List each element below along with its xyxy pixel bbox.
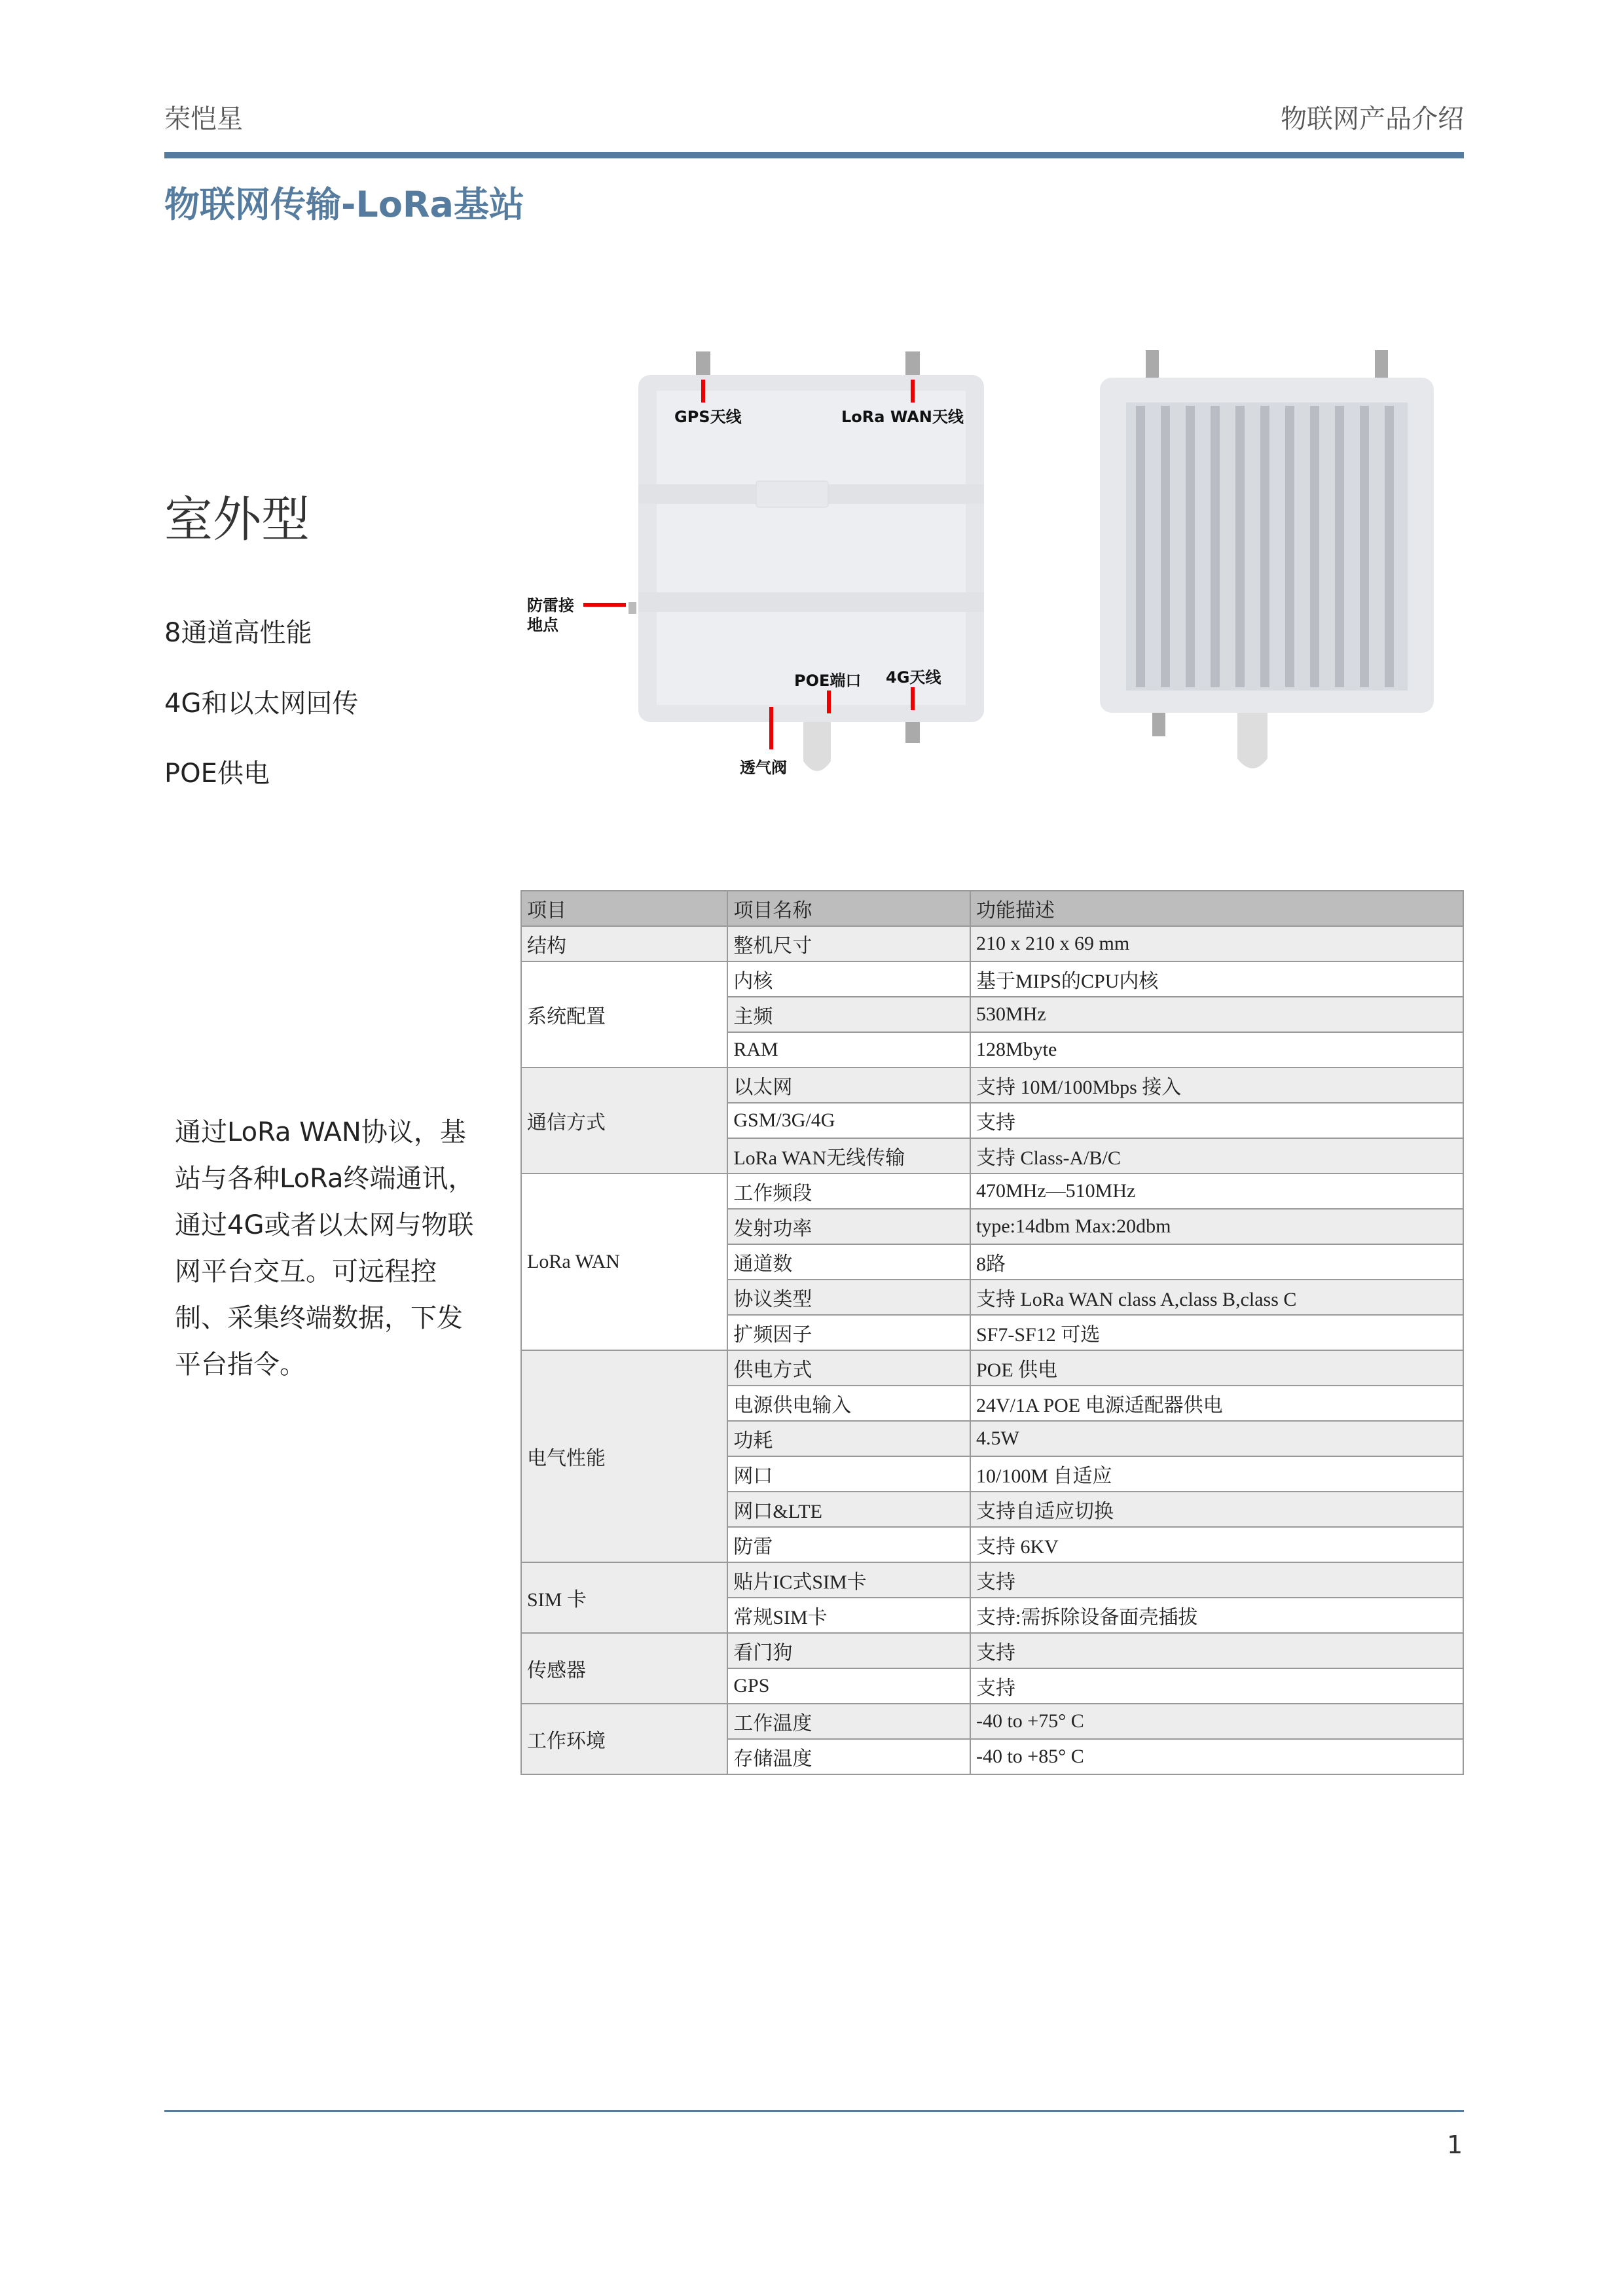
heatsink-fin [1360,406,1369,687]
description-cell: 4.5W [970,1421,1463,1456]
label-4g-antenna: 4G天线 [886,668,941,687]
item-name-cell: GPS [727,1668,970,1704]
header-name: 项目名称 [727,891,970,926]
item-name-cell: 以太网 [727,1067,970,1103]
heatsink-fin [1161,406,1170,687]
description-cell: 支持 [970,1633,1463,1668]
feature-item: POE供电 [164,759,270,789]
item-name-cell: 整机尺寸 [727,926,970,961]
description-cell: 24V/1A POE 电源适配器供电 [970,1386,1463,1421]
item-name-cell: 通道数 [727,1244,970,1280]
description-cell: 支持 [970,1562,1463,1598]
label-vent: 透气阀 [740,759,787,777]
description-cell: 支持 10M/100Mbps 接入 [970,1067,1463,1103]
table-row [521,1562,1463,1598]
description-cell: 10/100M 自适应 [970,1456,1463,1492]
description-cell: SF7-SF12 可选 [970,1315,1463,1350]
item-name-cell: 网口 [727,1456,970,1492]
category-cell: LoRa WAN [521,1174,727,1350]
header-description: 功能描述 [970,891,1463,926]
category-cell: 工作环境 [521,1704,727,1774]
label-gps-antenna: GPS天线 [674,408,742,426]
heatsink-fin [1211,406,1220,687]
item-name-cell: 电源供电输入 [727,1386,970,1421]
page-title: 物联网传输-LoRa基站 [164,184,524,225]
spec-table [520,890,1464,1775]
table-row [521,1704,1463,1739]
description: 通过LoRa WAN协议，基站与各种LoRa终端通讯，通过4G或者以太网与物联网平台交互。可远程控制、采集终端数据，下发平台指令。 [175,1117,475,1380]
category-cell: 结构 [521,926,727,961]
heatsink-fin [1335,406,1344,687]
table-row [521,961,1463,997]
heatsink-fin [1385,406,1394,687]
table-row [521,1350,1463,1386]
item-name-cell: 防雷 [727,1527,970,1562]
device-back-image [1080,344,1460,802]
item-name-cell: 主频 [727,997,970,1032]
table-row [521,1067,1463,1103]
item-name-cell: 贴片IC式SIM卡 [727,1562,970,1598]
description-cell: 210 x 210 x 69 mm [970,926,1463,961]
footer-rule [164,2110,1464,2112]
item-name-cell: GSM/3G/4G [727,1103,970,1138]
header-rule [164,152,1464,158]
feature-item: 4G和以太网回传 [164,689,359,719]
description-cell: POE 供电 [970,1350,1463,1386]
item-name-cell: LoRa WAN无线传输 [727,1138,970,1174]
item-name-cell: 扩频因子 [727,1315,970,1350]
description-cell: -40 to +85° C [970,1739,1463,1774]
heatsink-fin [1186,406,1195,687]
label-ground: 防雷接地点 [527,596,574,634]
feature-item: 8通道高性能 [164,618,312,648]
description-cell: 8路 [970,1244,1463,1280]
description-cell: 支持 Class-A/B/C [970,1138,1463,1174]
item-name-cell: 网口&LTE [727,1492,970,1527]
item-name-cell: 功耗 [727,1421,970,1456]
category-cell: SIM 卡 [521,1562,727,1633]
item-name-cell: 常规SIM卡 [727,1598,970,1633]
category-cell: 通信方式 [521,1067,727,1174]
description-cell: 128Mbyte [970,1032,1463,1067]
item-name-cell: 工作频段 [727,1174,970,1209]
product-type: 室外型 [164,492,310,548]
description-cell: 支持 6KV [970,1527,1463,1562]
item-name-cell: RAM [727,1032,970,1067]
heatsink-fin [1285,406,1294,687]
description-cell: 470MHz—510MHz [970,1174,1463,1209]
heatsink-fin [1136,406,1145,687]
brand-name: 荣恺星 [164,104,243,134]
description-cell: 支持 [970,1103,1463,1138]
heatsink-fin [1235,406,1245,687]
description-cell: 支持 LoRa WAN class A,class B,class C [970,1280,1463,1315]
item-name-cell: 工作温度 [727,1704,970,1739]
section-name: 物联网产品介绍 [1281,104,1464,134]
heatsink-fin [1260,406,1269,687]
heatsink-fin [1310,406,1319,687]
page-number: 1 [1447,2130,1463,2159]
label-lora-antenna: LoRa WAN天线 [841,408,964,426]
item-name-cell: 发射功率 [727,1209,970,1244]
category-cell: 电气性能 [521,1350,727,1562]
description-cell: 基于MIPS的CPU内核 [970,961,1463,997]
category-cell: 传感器 [521,1633,727,1704]
description-cell: 支持自适应切换 [970,1492,1463,1527]
item-name-cell: 存储温度 [727,1739,970,1774]
item-name-cell: 内核 [727,961,970,997]
device-front-image [520,344,992,808]
item-name-cell: 供电方式 [727,1350,970,1386]
device-back-illustration [1080,344,1460,802]
description-cell: type:14dbm Max:20dbm [970,1209,1463,1244]
table-row [521,1633,1463,1668]
item-name-cell: 看门狗 [727,1633,970,1668]
description-cell: -40 to +75° C [970,1704,1463,1739]
table-row [521,926,1463,961]
item-name-cell: 协议类型 [727,1280,970,1315]
description-cell: 支持:需拆除设备面壳插拔 [970,1598,1463,1633]
table-header-row [521,891,1463,926]
header-item: 项目 [521,891,727,926]
description-cell: 支持 [970,1668,1463,1704]
label-poe-port: POE端口 [794,672,862,690]
category-cell: 系统配置 [521,961,727,1067]
table-row [521,1174,1463,1209]
description-cell: 530MHz [970,997,1463,1032]
